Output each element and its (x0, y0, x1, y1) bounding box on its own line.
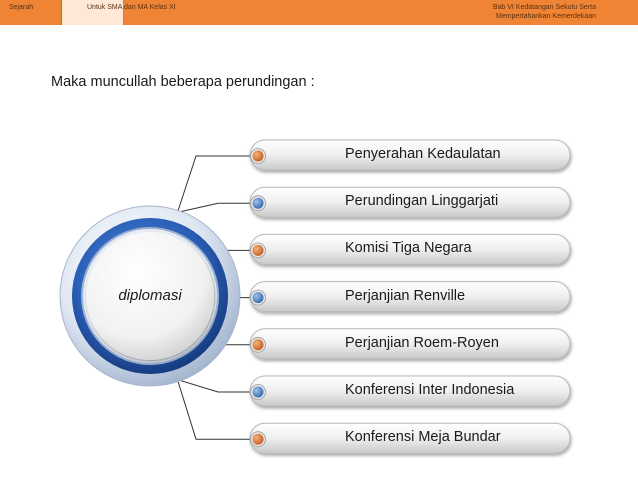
bullet-dot (253, 339, 264, 350)
item-label: Perjanjian Roem-Royen (345, 334, 499, 351)
header-class: Untuk SMA dan MA Kelas XI (62, 0, 124, 25)
item-label: Konferensi Meja Bundar (345, 429, 501, 446)
connector-line (177, 203, 256, 212)
center-label: diplomasi (118, 287, 182, 304)
bullet-dot (253, 151, 264, 162)
item-label: Konferensi Inter Indonesia (345, 382, 515, 398)
item-label: Perundingan Linggarjati (345, 193, 499, 210)
item-label: Komisi Tiga Negara (345, 240, 472, 257)
connector-line (177, 380, 256, 440)
bullet-dot (253, 198, 264, 209)
header-chapter: Bab VI Kedatangan Sekutu Serta Mempertahankan Kemerdekaan (492, 4, 596, 20)
bullet-dot (253, 245, 264, 256)
bullet-dot (253, 434, 264, 445)
item-label: Penyerahan Kedaulatan (345, 146, 501, 162)
bullet-dot (253, 387, 264, 398)
bullet-dot (253, 292, 264, 303)
intro-text: Maka muncullah beberapa perundingan : (51, 74, 315, 90)
item-label: Perjanjian Renville (345, 287, 466, 304)
connector-line (177, 380, 256, 392)
header-subject: Sejarah (0, 0, 62, 25)
